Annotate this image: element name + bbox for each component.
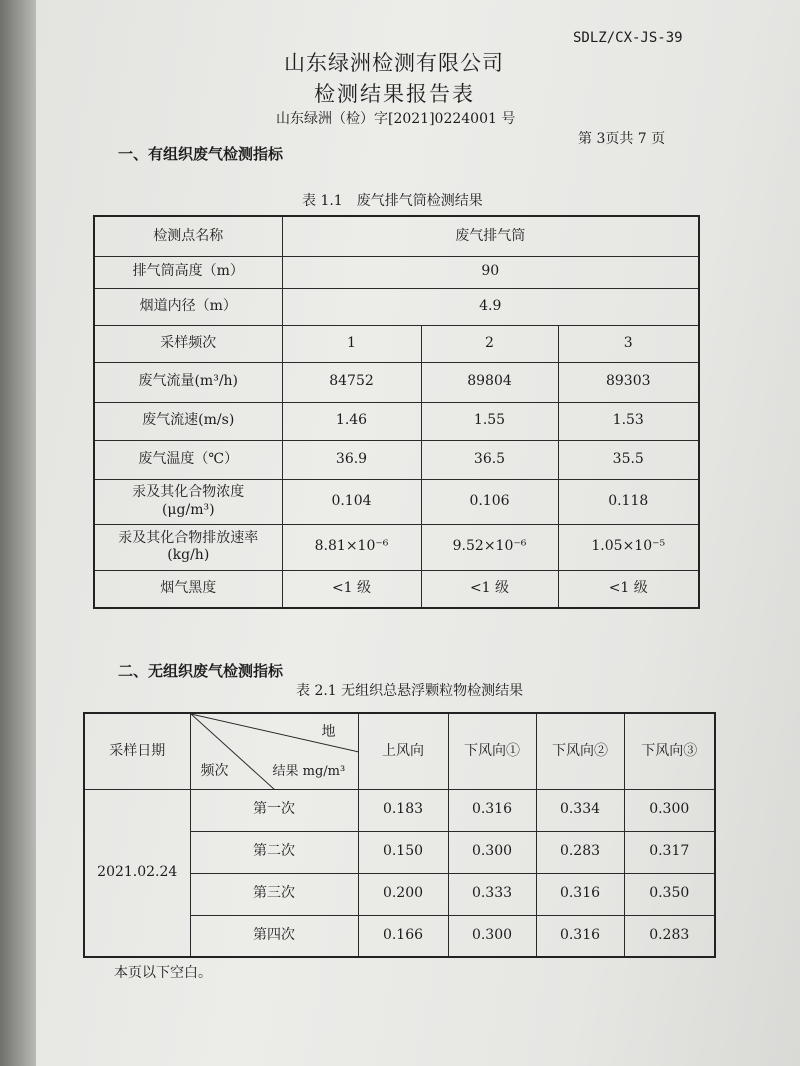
cell-value: 89804 — [421, 362, 558, 402]
cell-value: 0.316 — [536, 873, 624, 915]
cell-value: 2 — [421, 325, 558, 362]
cell-value: 89303 — [558, 362, 699, 402]
table-row — [94, 288, 699, 325]
row-label: 烟气黑度 — [94, 570, 282, 608]
cell-value: 0.316 — [448, 789, 536, 831]
table-row — [94, 325, 699, 362]
cell-value: 0.300 — [448, 915, 536, 957]
diagonal-label-location: 地 — [321, 724, 336, 740]
cell-value: 36.9 — [282, 440, 421, 479]
row-label: 检测点名称 — [94, 216, 282, 256]
cell-value: <1 级 — [421, 570, 558, 608]
cell-value: 0.300 — [624, 789, 715, 831]
exhaust-stack-table — [93, 215, 700, 609]
cell-value: 3 — [558, 325, 699, 362]
column-header: 下风向② — [536, 713, 624, 789]
row-label — [94, 524, 282, 570]
cell-value: 0.333 — [448, 873, 536, 915]
frequency-label: 第二次 — [190, 831, 358, 873]
company-name: 山东绿洲检测有限公司 — [284, 51, 504, 75]
cell-value: 0.106 — [421, 479, 558, 524]
report-number: 山东绿洲（检）字[2021]0224001 号 — [276, 111, 516, 127]
date-header: 采样日期 — [84, 713, 190, 789]
document-code: SDLZ/CX-JS-39 — [573, 30, 683, 46]
frequency-label: 第一次 — [190, 789, 358, 831]
report-title: 检测结果报告表 — [314, 82, 475, 106]
cell-value: 0.200 — [358, 873, 448, 915]
column-header: 下风向① — [448, 713, 536, 789]
row-label-line2: (kg/h) — [167, 547, 210, 563]
row-label: 排气筒高度（m） — [94, 256, 282, 288]
blank-page-note: 本页以下空白。 — [114, 965, 212, 981]
cell-value: 0.283 — [624, 915, 715, 957]
cell-value: 0.334 — [536, 789, 624, 831]
row-label: 废气流速(m/s) — [94, 402, 282, 440]
row-label: 烟道内径（m） — [94, 288, 282, 325]
table-row — [84, 789, 715, 831]
cell-value: <1 级 — [282, 570, 421, 608]
cell-value: 4.9 — [282, 288, 699, 325]
frequency-label: 第四次 — [190, 915, 358, 957]
row-label — [94, 479, 282, 524]
cell-value: 1.53 — [558, 402, 699, 440]
table-row — [94, 256, 699, 288]
table-row — [94, 524, 699, 570]
diagonal-label-frequency: 频次 — [200, 763, 229, 779]
row-label-line2: (μg/m³) — [161, 501, 215, 518]
table-row — [94, 440, 699, 479]
diagonal-header — [190, 713, 358, 789]
row-label-line1: 汞及其化合物排放速率 — [118, 529, 259, 546]
cell-value: 36.5 — [421, 440, 558, 479]
sampling-date: 2021.02.24 — [84, 789, 190, 957]
cell-value: 0.183 — [358, 789, 448, 831]
cell-value: 0.118 — [558, 479, 699, 524]
table1-caption: 表 1.1 废气排气筒检测结果 — [302, 193, 483, 209]
column-header: 下风向③ — [624, 713, 715, 789]
table-row — [94, 362, 699, 402]
cell-value: 1.46 — [282, 402, 421, 440]
section2-heading: 二、无组织废气检测指标 — [118, 662, 284, 680]
table-row — [94, 216, 699, 256]
diagonal-label-result: 结果 mg/m³ — [272, 764, 346, 780]
row-label: 废气温度（℃） — [94, 440, 282, 479]
cell-value: 1 — [282, 325, 421, 362]
cell-value: 0.316 — [536, 915, 624, 957]
cell-value: 0.350 — [624, 873, 715, 915]
cell-value: 1.05×10⁻⁵ — [558, 524, 699, 570]
frequency-label: 第三次 — [190, 873, 358, 915]
cell-value: 0.283 — [536, 831, 624, 873]
cell-value: 0.150 — [358, 831, 448, 873]
cell-value: 9.52×10⁻⁶ — [421, 524, 558, 570]
cell-value: <1 级 — [558, 570, 699, 608]
cell-value: 0.166 — [358, 915, 448, 957]
table-row — [94, 479, 699, 524]
cell-value: 0.300 — [448, 831, 536, 873]
table-row — [94, 570, 699, 608]
table-row — [94, 402, 699, 440]
tsp-table — [83, 712, 716, 958]
column-header: 上风向 — [358, 713, 448, 789]
table2-caption: 表 2.1 无组织总悬浮颗粒物检测结果 — [296, 683, 524, 699]
cell-value: 0.104 — [282, 479, 421, 524]
page-info: 第 3页共 7 页 — [578, 131, 666, 147]
cell-value: 84752 — [282, 362, 421, 402]
cell-value: 1.55 — [421, 402, 558, 440]
section1-heading: 一、有组织废气检测指标 — [118, 145, 284, 163]
cell-value: 废气排气筒 — [282, 216, 699, 256]
row-label: 采样频次 — [94, 325, 282, 362]
cell-value: 35.5 — [558, 440, 699, 479]
cell-value: 8.81×10⁻⁶ — [282, 524, 421, 570]
cell-value: 90 — [282, 256, 699, 288]
row-label: 废气流量(m³/h) — [94, 362, 282, 402]
table-header-row — [84, 713, 715, 789]
binding-shadow — [0, 0, 36, 1066]
cell-value: 0.317 — [624, 831, 715, 873]
row-label-line1: 汞及其化合物浓度 — [132, 484, 245, 500]
